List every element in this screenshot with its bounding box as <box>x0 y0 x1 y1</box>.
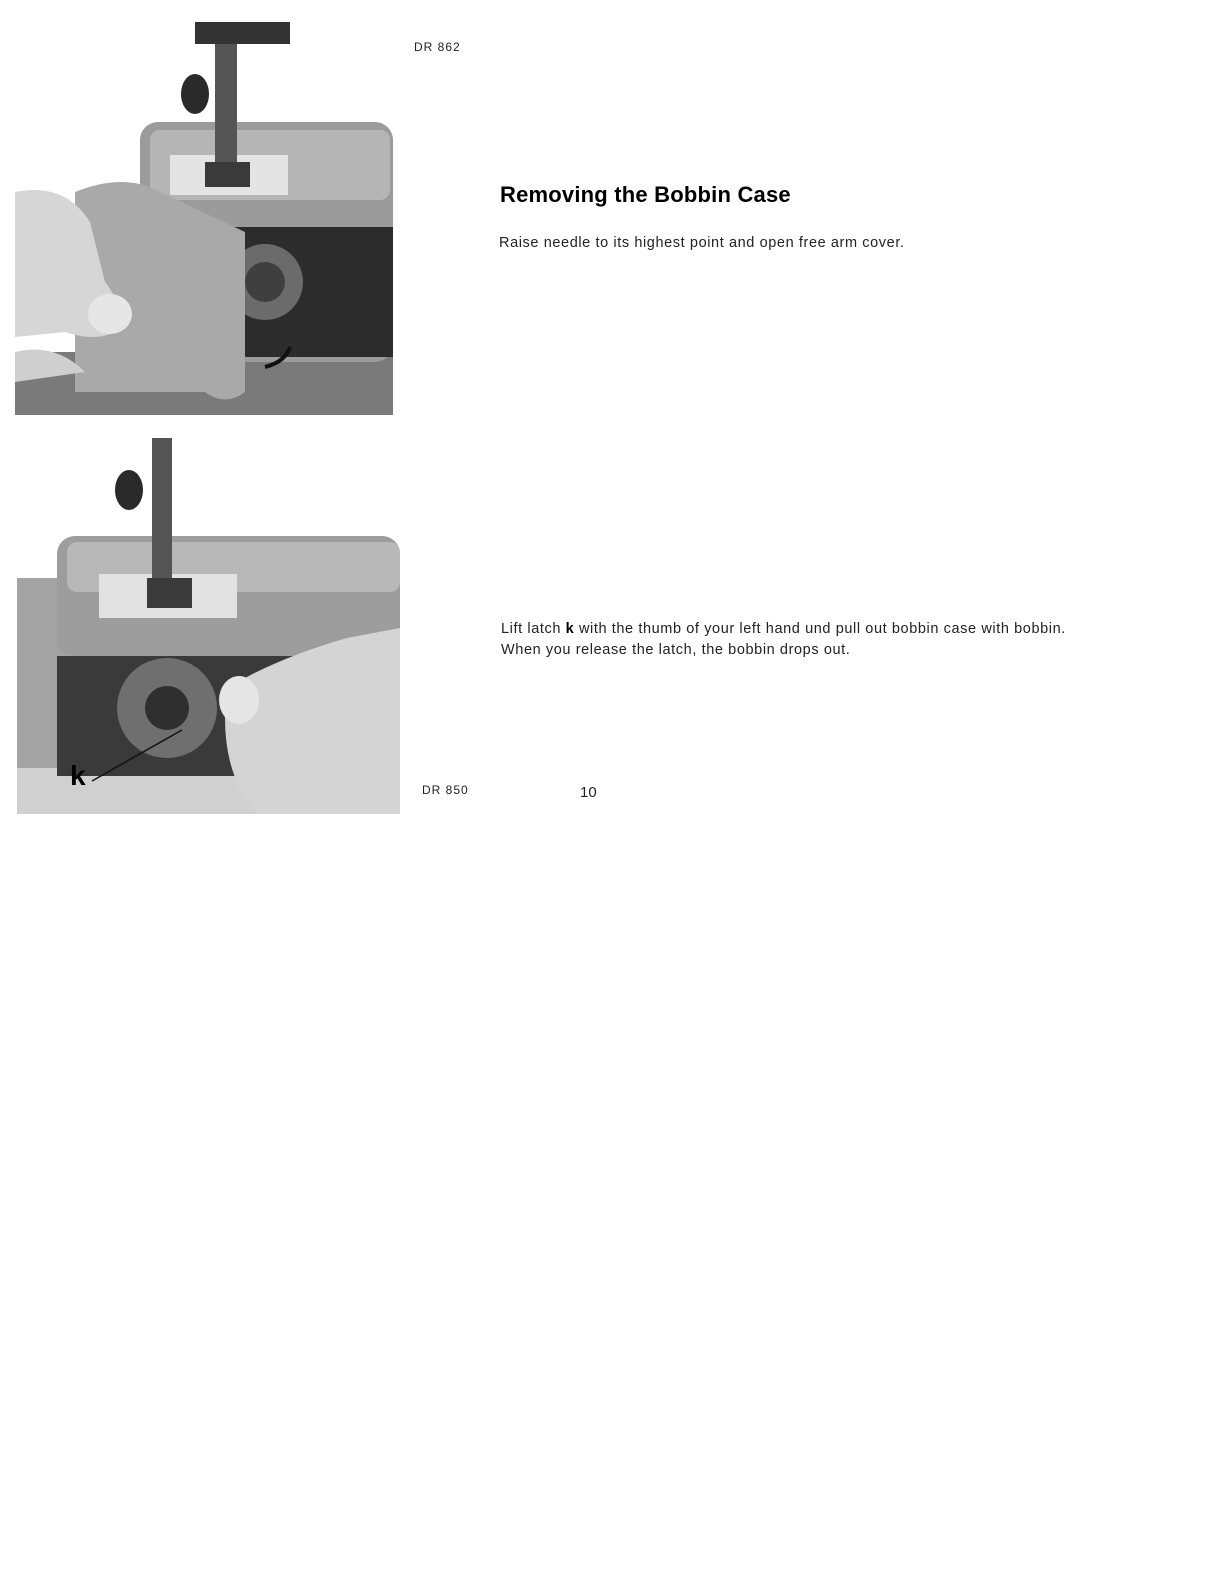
figure-code-bottom: DR 850 <box>422 783 469 797</box>
instruction-paragraph-1: Raise needle to its highest point and open free arm cover. <box>499 235 905 251</box>
sewing-machine-illustration-top <box>15 22 393 415</box>
paragraph-2-text-after: with the thumb of your left hand und pull out bobbin case with bobbin. When you release the latch, the bobbin drops out. <box>501 621 1066 658</box>
paragraph-2-text-before: Lift latch <box>501 621 566 637</box>
photo-open-free-arm-cover <box>15 22 393 415</box>
figure-code-top: DR 862 <box>414 40 461 54</box>
latch-label-k: k <box>565 621 575 637</box>
callout-label-k: k <box>70 760 86 791</box>
instruction-paragraph-2 <box>501 619 1081 661</box>
section-title: Removing the Bobbin Case <box>500 182 791 207</box>
photo-remove-bobbin-case <box>17 438 400 814</box>
sewing-machine-illustration-bottom <box>17 438 400 814</box>
page-number: 10 <box>580 784 597 801</box>
